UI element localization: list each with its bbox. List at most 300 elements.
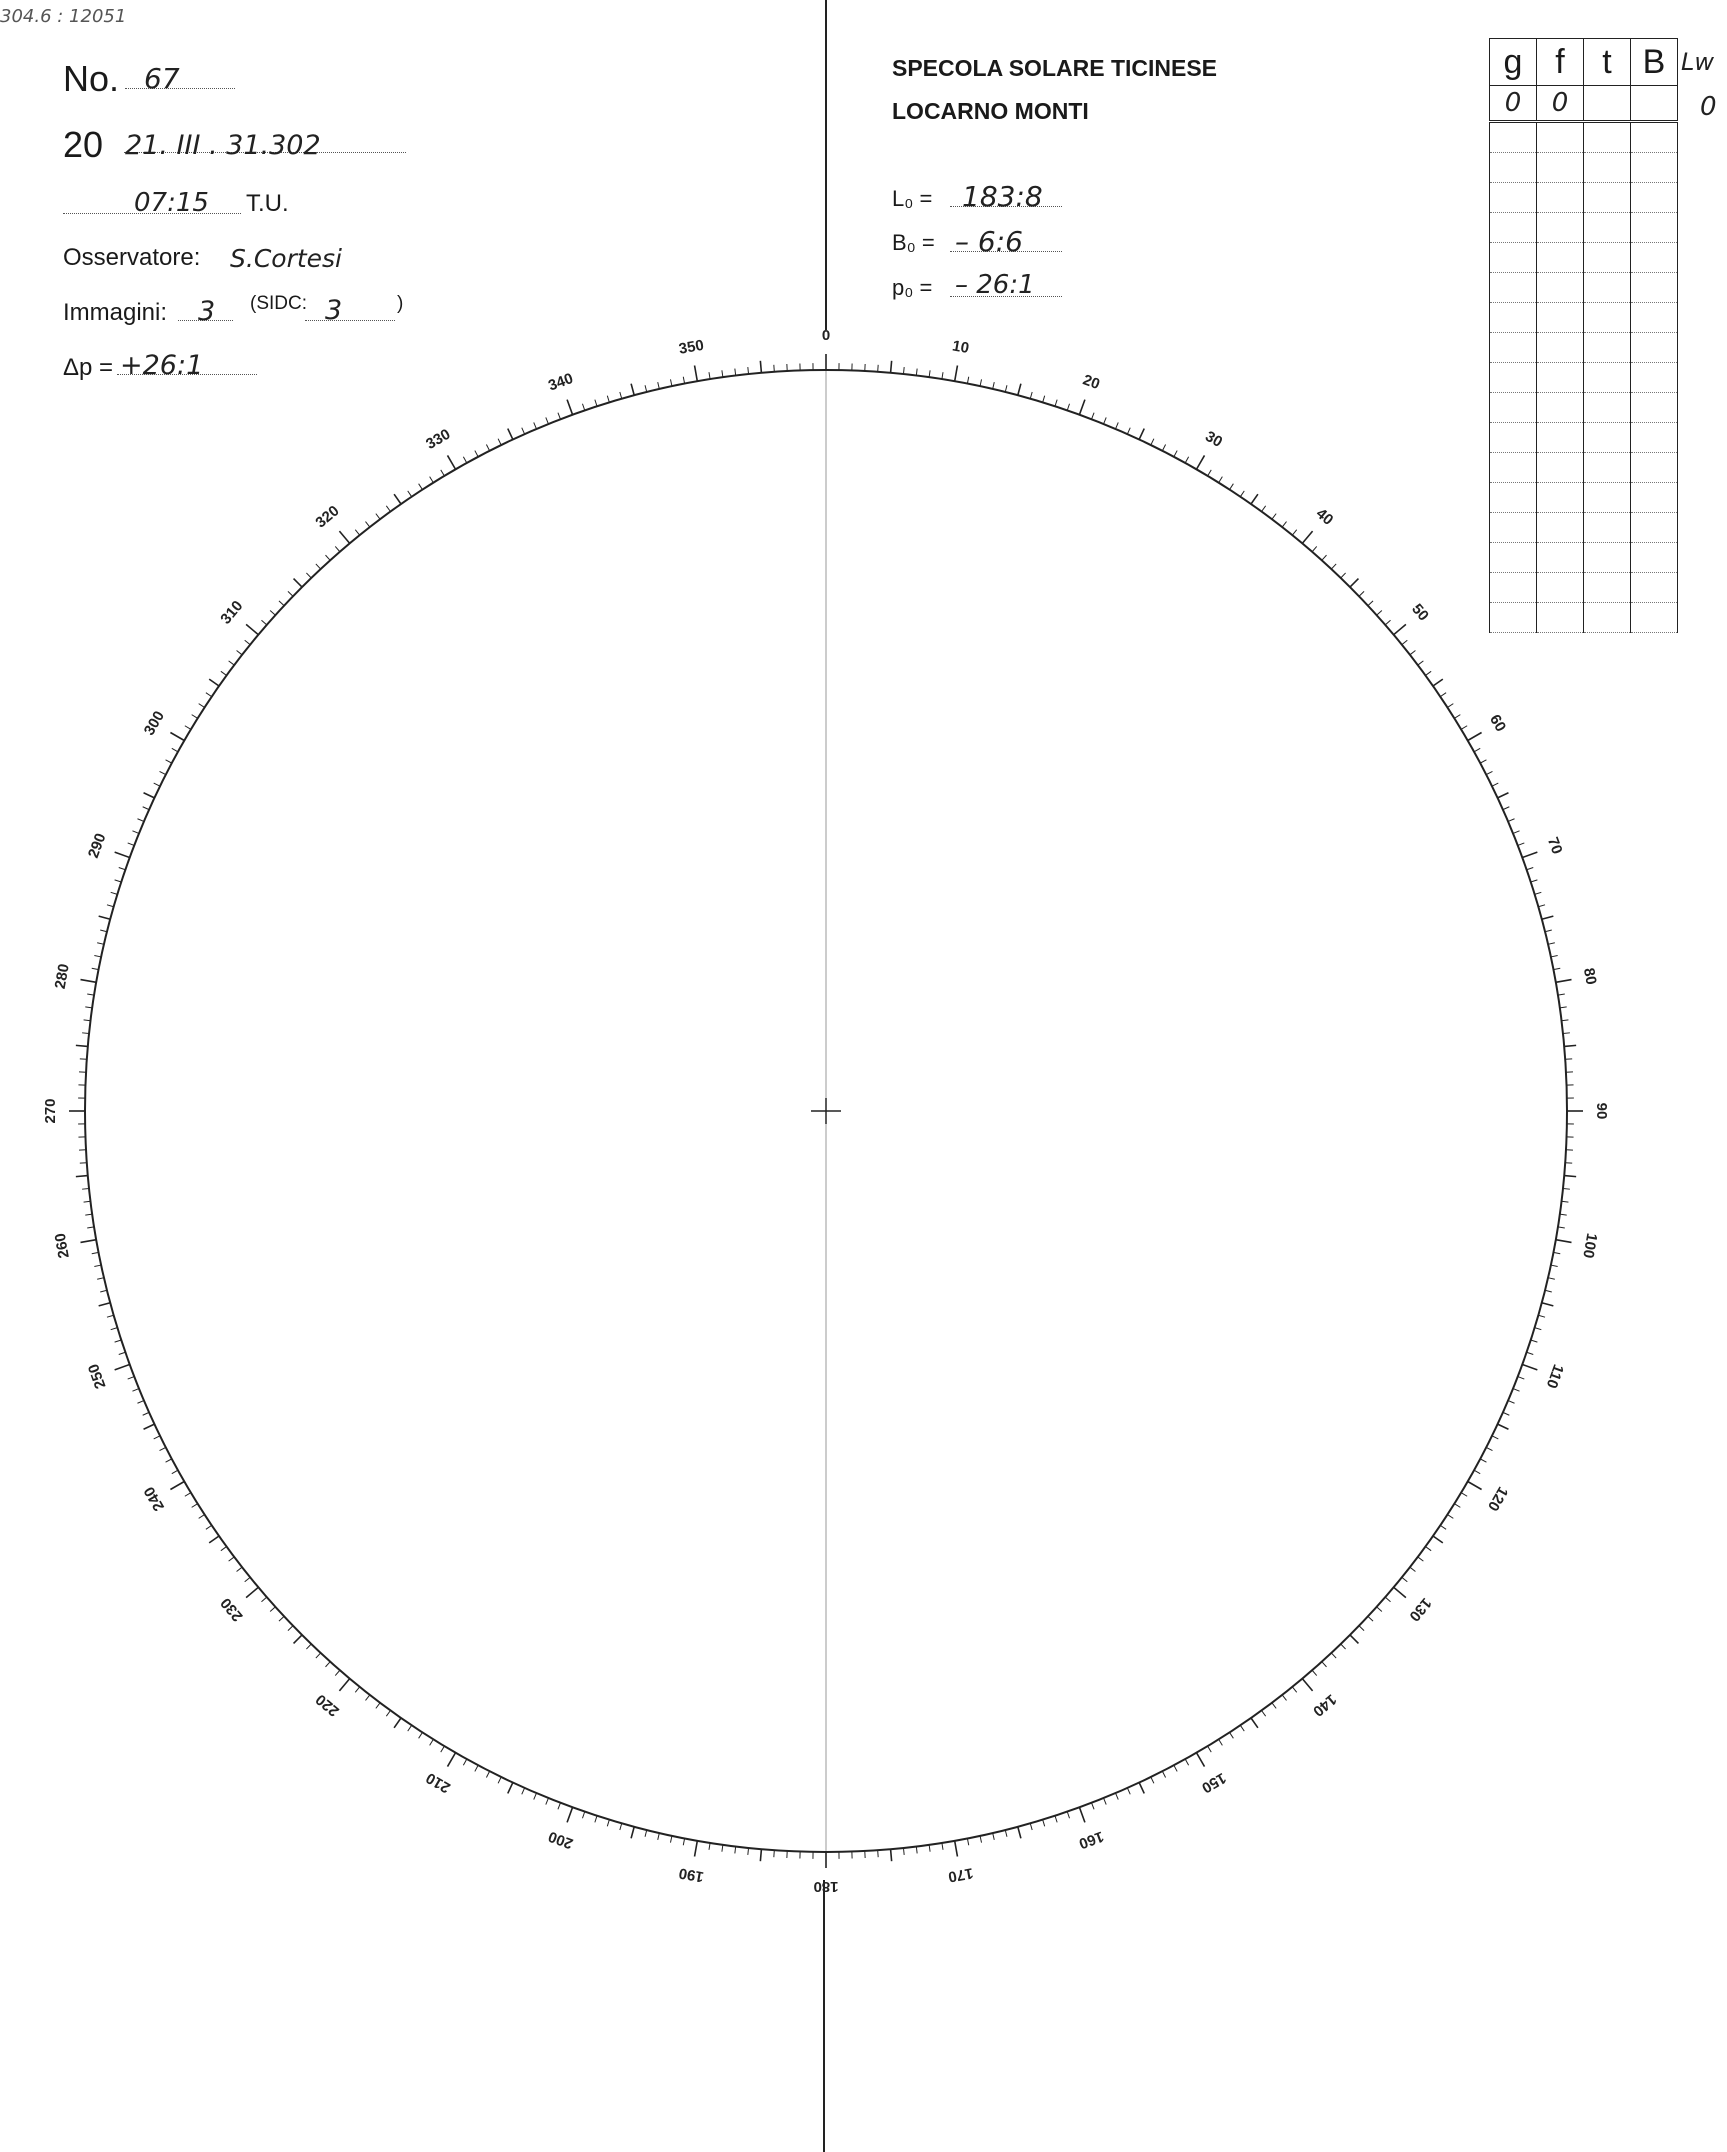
dial-label: 290 xyxy=(84,831,110,861)
tick-mark xyxy=(245,1577,250,1581)
tick-mark xyxy=(335,1670,340,1675)
tick-mark xyxy=(128,843,135,846)
dial-label: 310 xyxy=(217,597,247,628)
dial-label: 90 xyxy=(1593,1102,1611,1120)
tick-mark xyxy=(1350,579,1358,587)
tick-mark xyxy=(115,880,122,882)
tick-mark xyxy=(209,679,219,686)
delta-p-label: Δp = xyxy=(63,354,114,381)
tick-mark xyxy=(365,522,369,528)
tick-mark xyxy=(486,445,489,451)
tick-mark xyxy=(709,1843,710,1850)
tick-mark xyxy=(1542,1303,1554,1306)
dial-label: 0 xyxy=(821,326,831,344)
tick-mark xyxy=(166,1459,172,1462)
tick-mark xyxy=(1558,994,1565,995)
tick-mark xyxy=(237,1567,243,1571)
tick-mark xyxy=(376,1703,380,1709)
tick-mark xyxy=(645,1830,647,1837)
tick-mark xyxy=(246,624,258,634)
dial-label: 340 xyxy=(546,369,576,395)
tick-mark xyxy=(84,1201,91,1202)
tick-mark xyxy=(229,661,235,665)
tick-mark xyxy=(1551,1265,1558,1266)
tick-mark xyxy=(1055,400,1057,407)
tick-mark xyxy=(87,994,94,995)
header-f: f xyxy=(1537,39,1584,86)
tick-mark xyxy=(294,1635,302,1643)
tick-mark xyxy=(1527,867,1534,869)
tick-mark xyxy=(82,1188,89,1189)
tick-mark xyxy=(1104,1798,1107,1804)
tick-mark xyxy=(582,404,584,411)
tick-mark xyxy=(100,930,107,932)
tick-mark xyxy=(1302,531,1312,543)
tick-mark xyxy=(1394,1587,1406,1597)
bo-value: – 6:6 xyxy=(955,225,1023,258)
tick-mark xyxy=(1503,1412,1509,1415)
lo-value: 183:8 xyxy=(962,180,1043,213)
tick-mark xyxy=(967,1838,968,1845)
tick-mark xyxy=(1139,429,1144,440)
tick-mark xyxy=(1394,624,1406,634)
dial-label: 150 xyxy=(1198,1769,1229,1797)
tick-mark xyxy=(722,1845,723,1852)
tick-mark xyxy=(735,369,736,376)
tick-mark xyxy=(1005,1830,1007,1837)
tick-mark xyxy=(76,1176,88,1177)
tick-mark xyxy=(441,1746,445,1752)
tick-mark xyxy=(166,760,172,763)
tick-mark xyxy=(967,377,968,384)
tick-mark xyxy=(1531,880,1538,882)
tick-mark xyxy=(1292,1687,1296,1692)
tick-mark xyxy=(1359,591,1364,596)
dial-label: 220 xyxy=(312,1690,343,1720)
tick-mark xyxy=(185,1493,191,1497)
tick-mark xyxy=(1538,905,1545,907)
tick-mark xyxy=(486,1771,489,1777)
tick-mark xyxy=(160,771,166,774)
tick-mark xyxy=(1127,428,1130,434)
tick-mark xyxy=(1461,1493,1467,1497)
tick-mark xyxy=(1151,1777,1154,1783)
dial-label: 240 xyxy=(140,1483,168,1514)
tick-mark xyxy=(270,610,275,615)
tick-mark xyxy=(1030,392,1032,399)
tick-mark xyxy=(1492,783,1498,786)
number-label: No. xyxy=(63,58,120,99)
tick-mark xyxy=(1564,1045,1576,1046)
tick-mark xyxy=(1556,1240,1572,1243)
tick-mark xyxy=(246,1587,258,1597)
tick-mark xyxy=(115,1340,122,1342)
tick-mark xyxy=(760,1849,761,1861)
tick-mark xyxy=(522,1788,525,1794)
tick-mark xyxy=(546,417,549,423)
tick-mark xyxy=(1553,1252,1560,1253)
tick-mark xyxy=(1480,1459,1486,1462)
tick-mark xyxy=(1440,693,1446,697)
tick-mark xyxy=(192,1504,198,1508)
tick-mark xyxy=(1162,445,1165,451)
tick-mark xyxy=(1251,1718,1258,1728)
tick-mark xyxy=(270,1607,275,1612)
tick-mark xyxy=(1151,439,1154,445)
tick-mark xyxy=(448,1753,456,1767)
tick-mark xyxy=(154,1436,160,1439)
tick-mark xyxy=(192,715,198,719)
observatory-name: SPECOLA SOLARE TICINESE xyxy=(892,55,1218,81)
tick-mark xyxy=(1518,1377,1525,1380)
tick-mark xyxy=(1322,1662,1327,1667)
tick-mark xyxy=(1174,1765,1177,1771)
tick-mark xyxy=(1545,930,1552,932)
tick-mark xyxy=(132,831,138,834)
tick-mark xyxy=(1503,807,1509,810)
number-value: 67 xyxy=(144,62,180,95)
tick-mark xyxy=(1447,704,1453,708)
tick-mark xyxy=(558,413,561,420)
value-g: 0 xyxy=(1490,86,1537,122)
tick-mark xyxy=(1262,506,1266,512)
tick-mark xyxy=(386,506,390,512)
tick-mark xyxy=(1368,601,1373,606)
dial-label: 70 xyxy=(1543,835,1566,857)
tick-mark xyxy=(199,704,205,708)
tick-mark xyxy=(1558,1227,1565,1228)
tick-mark xyxy=(508,1783,513,1794)
tick-mark xyxy=(1230,484,1234,490)
tick-mark xyxy=(620,392,622,399)
tick-mark xyxy=(1461,726,1467,730)
tick-mark xyxy=(288,591,293,596)
delta-p-value: +26:1 xyxy=(120,350,204,381)
tick-mark xyxy=(430,477,434,483)
tick-mark xyxy=(683,377,684,384)
tick-mark xyxy=(172,748,178,751)
observatory-location: LOCARNO MONTI xyxy=(892,98,1089,124)
tick-mark xyxy=(508,429,513,440)
tick-mark xyxy=(567,400,572,415)
tick-mark xyxy=(534,1793,537,1799)
tick-mark xyxy=(1197,1753,1205,1767)
observer-value: S.Cortesi xyxy=(230,244,342,273)
tick-mark xyxy=(1553,968,1560,969)
tick-mark xyxy=(670,379,671,386)
tick-mark xyxy=(1302,1679,1312,1691)
dial-label: 190 xyxy=(677,1864,706,1886)
po-value: – 26:1 xyxy=(955,270,1035,300)
tick-mark xyxy=(1174,451,1177,457)
tick-mark xyxy=(1322,555,1327,560)
tick-mark xyxy=(325,555,330,560)
tick-mark xyxy=(1341,1644,1346,1649)
tick-mark xyxy=(1548,943,1555,945)
tick-mark xyxy=(1079,1807,1084,1822)
tick-mark xyxy=(137,819,143,822)
tick-mark xyxy=(463,457,466,463)
tick-mark xyxy=(316,564,321,569)
tick-mark xyxy=(128,1377,135,1380)
tick-mark xyxy=(84,1020,91,1021)
tick-mark xyxy=(1418,661,1424,665)
tick-mark xyxy=(607,1820,609,1827)
tick-mark xyxy=(1433,679,1443,686)
tick-mark xyxy=(595,1816,597,1823)
header-b: B xyxy=(1631,39,1678,86)
tick-mark xyxy=(631,384,634,396)
tick-mark xyxy=(658,382,660,389)
tick-mark xyxy=(1377,610,1382,615)
tick-mark xyxy=(1560,1214,1567,1215)
tick-mark xyxy=(288,1626,293,1631)
tick-mark xyxy=(1331,564,1336,569)
dial-label: 130 xyxy=(1405,1594,1435,1625)
tick-mark xyxy=(85,1007,92,1008)
tick-mark xyxy=(1312,546,1317,551)
tick-mark xyxy=(1486,771,1492,774)
tick-mark xyxy=(160,1447,166,1450)
lw-header: Lw xyxy=(1681,48,1714,76)
tick-mark xyxy=(1272,514,1276,520)
tick-mark xyxy=(100,1290,107,1292)
tick-mark xyxy=(1005,385,1007,392)
tick-mark xyxy=(1508,819,1514,822)
tick-mark xyxy=(1282,1695,1286,1701)
tick-mark xyxy=(99,916,111,919)
dial-label: 230 xyxy=(217,1594,247,1625)
tick-mark xyxy=(1454,1504,1460,1508)
dial-label: 50 xyxy=(1408,600,1432,625)
tick-mark xyxy=(709,372,710,379)
tick-mark xyxy=(942,372,943,379)
dial-label: 10 xyxy=(950,337,971,358)
tick-mark xyxy=(683,1838,684,1845)
tick-mark xyxy=(170,1482,184,1490)
tick-mark xyxy=(1561,1020,1568,1021)
tick-mark xyxy=(365,1695,369,1701)
tick-mark xyxy=(1556,980,1572,983)
dial-label: 30 xyxy=(1202,427,1226,451)
tick-mark xyxy=(1498,1424,1509,1429)
tick-mark xyxy=(1535,1328,1542,1330)
tick-mark xyxy=(475,451,478,457)
tick-mark xyxy=(94,955,101,956)
tick-mark xyxy=(546,1798,549,1804)
time-unit-label: T.U. xyxy=(246,190,289,217)
dial-label: 100 xyxy=(1579,1231,1601,1260)
tick-mark xyxy=(172,1470,178,1473)
tick-mark xyxy=(107,905,114,907)
dial-label: 250 xyxy=(84,1361,110,1391)
dial-label: 210 xyxy=(423,1769,454,1797)
tick-mark xyxy=(475,1765,478,1771)
tick-mark xyxy=(955,1841,958,1857)
tick-mark xyxy=(980,1836,981,1843)
tick-mark xyxy=(306,1644,311,1649)
tick-mark xyxy=(1535,892,1542,894)
tick-mark xyxy=(595,400,597,407)
tick-mark xyxy=(903,367,904,374)
tick-mark xyxy=(929,1845,930,1852)
tick-mark xyxy=(498,1777,501,1783)
tick-mark xyxy=(394,494,401,504)
tick-mark xyxy=(94,1265,101,1266)
tick-mark xyxy=(115,852,130,857)
tick-mark xyxy=(1240,491,1244,497)
tick-mark xyxy=(221,671,227,675)
tick-mark xyxy=(903,1848,904,1855)
tick-mark xyxy=(386,1710,390,1716)
tick-mark xyxy=(620,1823,622,1830)
tick-mark xyxy=(144,1424,155,1429)
tick-mark xyxy=(1454,715,1460,719)
tick-mark xyxy=(355,530,359,535)
tick-mark xyxy=(1522,852,1537,857)
tick-mark xyxy=(154,783,160,786)
tick-mark xyxy=(119,1352,126,1354)
date-prefix: 20 xyxy=(63,124,104,165)
tick-mark xyxy=(1116,1793,1119,1799)
tick-mark xyxy=(408,1725,412,1731)
tick-mark xyxy=(1331,1653,1336,1658)
tick-mark xyxy=(1185,1759,1188,1765)
dial-label: 60 xyxy=(1486,711,1510,735)
tick-mark xyxy=(355,1687,359,1692)
tick-mark xyxy=(1560,1007,1567,1008)
tick-mark xyxy=(1359,1626,1364,1631)
tick-mark xyxy=(955,366,958,382)
tick-mark xyxy=(143,1412,149,1415)
tick-mark xyxy=(1043,1820,1045,1827)
tick-mark xyxy=(929,370,930,377)
tick-mark xyxy=(567,1807,572,1822)
tick-mark xyxy=(695,366,698,382)
tick-mark xyxy=(1067,1812,1069,1819)
tick-mark xyxy=(1251,494,1258,504)
sidc-close: ) xyxy=(397,293,404,314)
observer-label: Osservatore: xyxy=(63,244,201,271)
tick-mark xyxy=(448,455,456,469)
tick-mark xyxy=(1341,573,1346,578)
tick-mark xyxy=(209,1536,219,1543)
tick-mark xyxy=(1561,1201,1568,1202)
header-t: t xyxy=(1584,39,1631,86)
tick-mark xyxy=(1498,793,1509,798)
tick-mark xyxy=(119,867,126,869)
tick-mark xyxy=(1092,1803,1095,1810)
tick-mark xyxy=(1197,455,1205,469)
tick-mark xyxy=(1551,955,1558,956)
tick-mark xyxy=(916,1846,917,1853)
dial-label: 160 xyxy=(1076,1827,1106,1853)
dial-label: 140 xyxy=(1309,1690,1340,1720)
tick-mark xyxy=(534,422,537,428)
tick-mark xyxy=(1030,1823,1032,1830)
tick-mark xyxy=(76,1045,88,1046)
tick-mark xyxy=(92,1252,99,1253)
tick-mark xyxy=(1092,413,1095,420)
tick-mark xyxy=(229,1557,235,1561)
tick-mark xyxy=(1468,1482,1482,1490)
tick-mark xyxy=(419,1732,423,1738)
tick-mark xyxy=(1079,400,1084,415)
tick-mark xyxy=(99,1303,111,1306)
tick-mark xyxy=(81,980,97,983)
tick-mark xyxy=(1531,1340,1538,1342)
tick-mark xyxy=(1410,1567,1416,1571)
tick-mark xyxy=(97,1278,104,1280)
tick-mark xyxy=(1262,1710,1266,1716)
images-label: Immagini: xyxy=(63,299,168,326)
tick-mark xyxy=(325,1662,330,1667)
dial-label: 330 xyxy=(423,425,454,453)
tick-mark xyxy=(82,1033,89,1034)
tick-mark xyxy=(237,650,243,654)
tick-mark xyxy=(441,470,445,476)
tick-mark xyxy=(1542,916,1554,919)
tick-mark xyxy=(463,1759,466,1765)
tick-mark xyxy=(1350,1635,1358,1643)
tick-mark xyxy=(1230,1732,1234,1738)
tick-mark xyxy=(294,579,302,587)
tick-mark xyxy=(558,1803,561,1810)
tick-mark xyxy=(1527,1352,1534,1354)
tick-mark xyxy=(1486,1447,1492,1450)
tick-mark xyxy=(942,1843,943,1850)
tick-mark xyxy=(1538,1315,1545,1317)
tick-mark xyxy=(1368,1616,1373,1621)
tick-mark xyxy=(1282,522,1286,528)
tick-mark xyxy=(245,640,250,644)
tick-mark xyxy=(522,428,525,434)
dial-label: 320 xyxy=(312,502,343,532)
tick-mark xyxy=(111,1328,118,1330)
tick-mark xyxy=(143,807,149,810)
sidc-label: (SIDC: xyxy=(250,293,307,314)
tick-mark xyxy=(498,439,501,445)
dial-label: 350 xyxy=(677,336,706,358)
tick-mark xyxy=(1548,1278,1555,1280)
tick-mark xyxy=(1545,1290,1552,1292)
tick-mark xyxy=(645,385,647,392)
dial-label: 280 xyxy=(51,962,73,991)
tick-mark xyxy=(1522,1364,1537,1369)
tick-mark xyxy=(695,1841,698,1857)
tick-mark xyxy=(115,1364,130,1369)
tick-mark xyxy=(1067,404,1069,411)
tick-mark xyxy=(916,369,917,376)
tick-mark xyxy=(185,726,191,730)
tick-mark xyxy=(760,361,761,373)
tick-mark xyxy=(1402,640,1407,644)
tick-mark xyxy=(993,1833,995,1840)
dial-label: 260 xyxy=(51,1231,73,1260)
tick-mark xyxy=(206,1525,212,1529)
tick-mark xyxy=(339,1679,349,1691)
tick-mark xyxy=(137,1401,143,1404)
tick-mark xyxy=(1292,530,1296,535)
tick-mark xyxy=(1018,384,1021,396)
tick-mark xyxy=(1480,760,1486,763)
tick-mark xyxy=(1513,1389,1519,1392)
tick-mark xyxy=(316,1653,321,1658)
tick-mark xyxy=(607,396,609,403)
dial-label: 110 xyxy=(1542,1361,1567,1391)
tick-mark xyxy=(1185,457,1188,463)
tick-mark xyxy=(1377,1607,1382,1612)
